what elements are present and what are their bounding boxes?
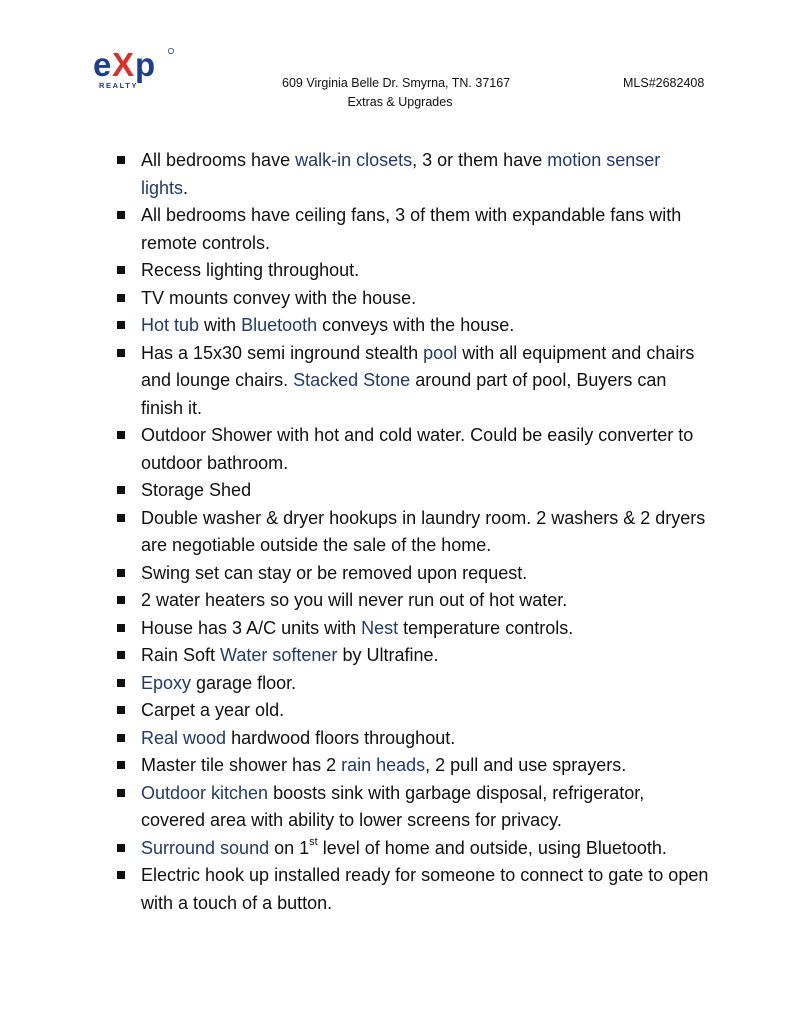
list-item — [112, 587, 712, 615]
list-item — [112, 780, 712, 835]
list-item — [112, 862, 712, 917]
item-text: around part of pool, Buyers can finish it. — [141, 370, 667, 418]
bullet-icon — [117, 789, 125, 797]
svg-text:X: X — [112, 46, 135, 83]
list-item — [112, 835, 712, 863]
list-item — [112, 422, 712, 477]
exp-realty-logo — [93, 46, 177, 92]
list-item — [112, 752, 712, 780]
svg-text:p: p — [135, 46, 156, 83]
item-text: Carpet a year old. — [141, 700, 285, 720]
item-text: Double washer & dryer hookups in laundry room. 2 washers & 2 dryers are negotiable outside the sale of the home. — [141, 507, 706, 555]
bullet-icon — [117, 651, 125, 659]
item-text: boosts sink with garbage disposal, refrigerator, covered area with ability to lower screens for privacy. — [141, 782, 645, 830]
item-text: Swing set can stay or be removed upon request. — [141, 562, 528, 583]
highlighted-text: Stacked Stone — [293, 370, 411, 390]
bullet-icon — [117, 211, 125, 219]
highlighted-text: pool — [423, 342, 458, 363]
item-text: Has a 15x30 semi inground stealth — [141, 342, 424, 363]
item-text: Master tile shower has 2 — [141, 755, 342, 775]
item-text: House has 3 A/C units with — [141, 617, 362, 638]
bullet-icon — [117, 294, 125, 302]
list-item — [112, 285, 712, 313]
highlighted-text: Nest — [361, 617, 399, 638]
feature-list — [112, 147, 712, 917]
highlighted-text: Surround sound — [141, 837, 270, 858]
list-item — [112, 642, 712, 670]
bullet-icon — [117, 844, 125, 852]
bullet-icon — [117, 349, 125, 357]
property-address: 609 Virginia Belle Dr. Smyrna, TN. 37167 — [282, 76, 511, 90]
list-item — [112, 697, 712, 725]
bullet-icon — [117, 486, 125, 494]
item-text: TV mounts convey with the house. — [141, 287, 417, 308]
highlighted-text: Epoxy — [141, 672, 192, 693]
item-text: Outdoor Shower with hot and cold water. Could be easily converter to outdoor bathroom. — [141, 425, 694, 473]
item-text: , 2 pull and use sprayers. — [425, 755, 627, 775]
list-item — [112, 725, 712, 753]
item-text: temperature controls. — [398, 617, 574, 638]
item-text: Electric hook up installed ready for someone to connect to gate to open with a touch of a button. — [141, 865, 709, 913]
item-text: hardwood floors throughout. — [226, 727, 456, 748]
bullet-icon — [117, 624, 125, 632]
highlighted-text: rain heads — [341, 755, 426, 775]
item-text: level of home and outside, using Bluetooth. — [317, 837, 667, 858]
highlighted-text: Hot tub — [141, 315, 200, 335]
item-text: conveys with the house. — [317, 315, 515, 335]
list-item — [112, 615, 712, 643]
list-item — [112, 257, 712, 285]
item-text: st — [309, 835, 318, 848]
bullet-icon — [117, 514, 125, 522]
item-text: Recess lighting throughout. — [141, 260, 360, 280]
item-text: All bedrooms have ceiling fans, 3 of them with expandable fans with remote controls. — [141, 205, 682, 253]
list-item — [112, 312, 712, 340]
item-text: 2 water heaters so you will never run out of hot water. — [141, 590, 568, 610]
item-text: on 1 — [269, 837, 310, 858]
bullet-icon — [117, 321, 125, 329]
list-item — [112, 477, 712, 505]
highlighted-text: Water softener — [220, 645, 338, 665]
item-text: garage floor. — [191, 672, 297, 693]
bullet-icon — [117, 734, 125, 742]
item-text: Storage Shed — [141, 480, 252, 500]
list-item — [112, 560, 712, 588]
list-item — [112, 340, 712, 423]
bullet-icon — [117, 156, 125, 164]
bullet-icon — [117, 569, 125, 577]
item-text: Rain Soft — [141, 645, 221, 665]
highlighted-text: Bluetooth — [241, 315, 318, 335]
exp-realty-logo-mark — [93, 46, 177, 92]
item-text: with — [199, 315, 242, 335]
bullet-icon — [117, 596, 125, 604]
highlighted-text: walk-in closets — [295, 150, 413, 170]
item-text: All bedrooms have — [141, 150, 296, 170]
item-text: , 3 or them have — [412, 150, 548, 170]
highlighted-text: motion senser lights — [141, 150, 661, 198]
svg-text:e: e — [93, 46, 111, 83]
bullet-icon — [117, 431, 125, 439]
list-item — [112, 202, 712, 257]
item-text: by Ultrafine. — [337, 645, 439, 665]
highlighted-text: Outdoor kitchen — [141, 782, 269, 803]
svg-text:REALTY: REALTY — [99, 81, 139, 90]
list-item — [112, 147, 712, 202]
item-text: with all equipment and chairs and lounge chairs. — [141, 342, 695, 390]
mls-number: MLS#2682408 — [623, 76, 705, 90]
bullet-icon — [117, 761, 125, 769]
bullet-icon — [117, 706, 125, 714]
highlighted-text: Real wood — [141, 727, 227, 748]
bullet-icon — [117, 679, 125, 687]
bullet-icon — [117, 871, 125, 879]
list-item — [112, 505, 712, 560]
list-item — [112, 670, 712, 698]
page-subtitle: Extras & Upgrades — [347, 95, 453, 109]
item-text: . — [183, 177, 189, 198]
bullet-icon — [117, 266, 125, 274]
